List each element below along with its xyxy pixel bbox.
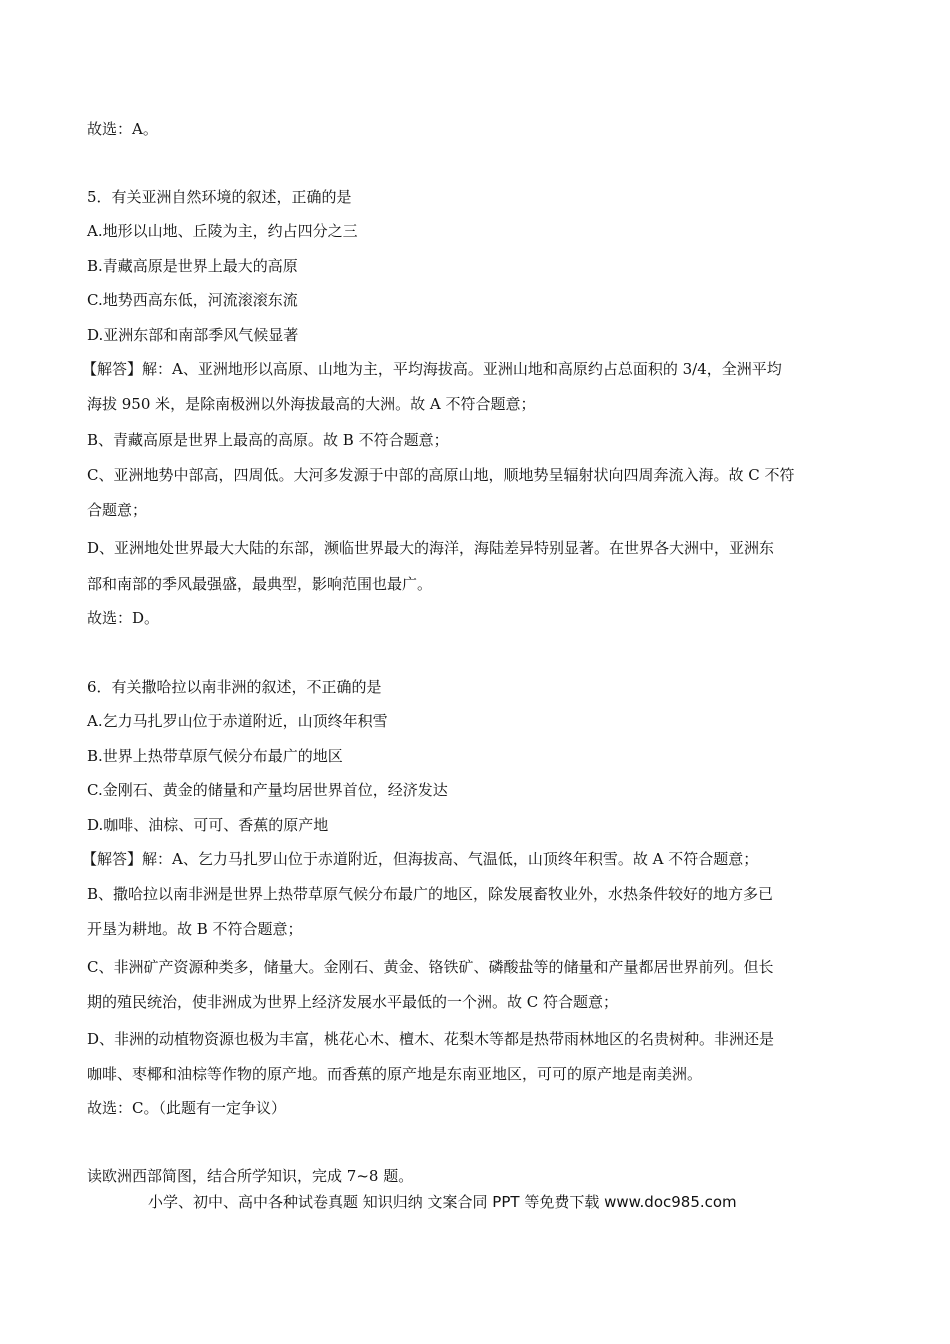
q5-conclusion: 故选：D。 [87, 609, 160, 627]
q5-stem: 5．有关亚洲自然环境的叙述，正确的是 [87, 188, 352, 206]
q6-answer-line: B、撒哈拉以南非洲是世界上热带草原气候分布最广的地区，除发展畜牧业外，水热条件较好的地方多已 [87, 885, 774, 903]
page-footer: 小学、初中、高中各种试卷真题 知识归纳 文案合同 PPT 等免费下载 www.doc985.com [148, 1193, 737, 1211]
intro-questions-7-8: 读欧洲西部简图，结合所学知识，完成 7~8 题。 [87, 1167, 414, 1185]
q6-answer-line: 开垦为耕地。故 B 不符合题意； [87, 920, 303, 938]
q6-answer-line: D、非洲的动植物资源也极为丰富，桃花心木、檀木、花梨木等都是热带雨林地区的名贵树种。非洲还是 [87, 1030, 775, 1048]
q6-option-a: A.乞力马扎罗山位于赤道附近，山顶终年积雪 [87, 712, 388, 730]
q5-option-b: B.青藏高原是世界上最大的高原 [87, 257, 298, 275]
q6-option-b: B.世界上热带草原气候分布最广的地区 [87, 747, 343, 765]
q5-answer-line: 海拔 950 米，是除南极洲以外海拔最高的大洲。故 A 不符合题意； [87, 395, 536, 413]
q6-option-c: C.金刚石、黄金的储量和产量均居世界首位，经济发达 [87, 781, 448, 799]
q5-option-c: C.地势西高东低，河流滚滚东流 [87, 291, 298, 309]
q5-answer-line: 合题意； [87, 501, 148, 519]
q6-answer-line: 期的殖民统治，使非洲成为世界上经济发展水平最低的一个洲。故 C 符合题意； [87, 993, 619, 1011]
q6-answer-line: 咖啡、枣椰和油棕等作物的原产地。而香蕉的原产地是东南亚地区，可可的原产地是南美洲。 [87, 1065, 703, 1083]
q6-option-d: D.咖啡、油棕、可可、香蕉的原产地 [87, 816, 329, 834]
q6-stem: 6．有关撒哈拉以南非洲的叙述，不正确的是 [87, 678, 382, 696]
q5-answer-line: 部和南部的季风最强盛，最典型，影响范围也最广。 [87, 575, 433, 593]
q6-conclusion: 故选：C。（此题有一定争议） [87, 1099, 286, 1117]
q5-answer-line: C、亚洲地势中部高，四周低。大河多发源于中部的高原山地，顺地势呈辐射状向四周奔流入海。故 C 不符 [87, 466, 795, 484]
q4-conclusion: 故选：A。 [87, 120, 158, 138]
q5-answer-line: D、亚洲地处世界最大大陆的东部，濒临世界最大的海洋，海陆差异特别显著。在世界各大洲中，亚洲东 [87, 539, 775, 557]
q5-answer-line: 【解答】解：A、亚洲地形以高原、山地为主，平均海拔高。亚洲山地和高原约占总面积的 3/4，全洲平均 [82, 360, 782, 378]
q6-answer-line: C、非洲矿产资源种类多，储量大。金刚石、黄金、铬铁矿、磷酸盐等的储量和产量都居世界前列。但长 [87, 958, 774, 976]
q5-option-d: D.亚洲东部和南部季风气候显著 [87, 326, 299, 344]
q5-option-a: A.地形以山地、丘陵为主，约占四分之三 [87, 222, 358, 240]
q6-answer-line: 【解答】解：A、乞力马扎罗山位于赤道附近，但海拔高、气温低，山顶终年积雪。故 A 不符合题意； [82, 850, 759, 868]
q5-answer-line: B、青藏高原是世界上最高的高原。故 B 不符合题意； [87, 431, 449, 449]
